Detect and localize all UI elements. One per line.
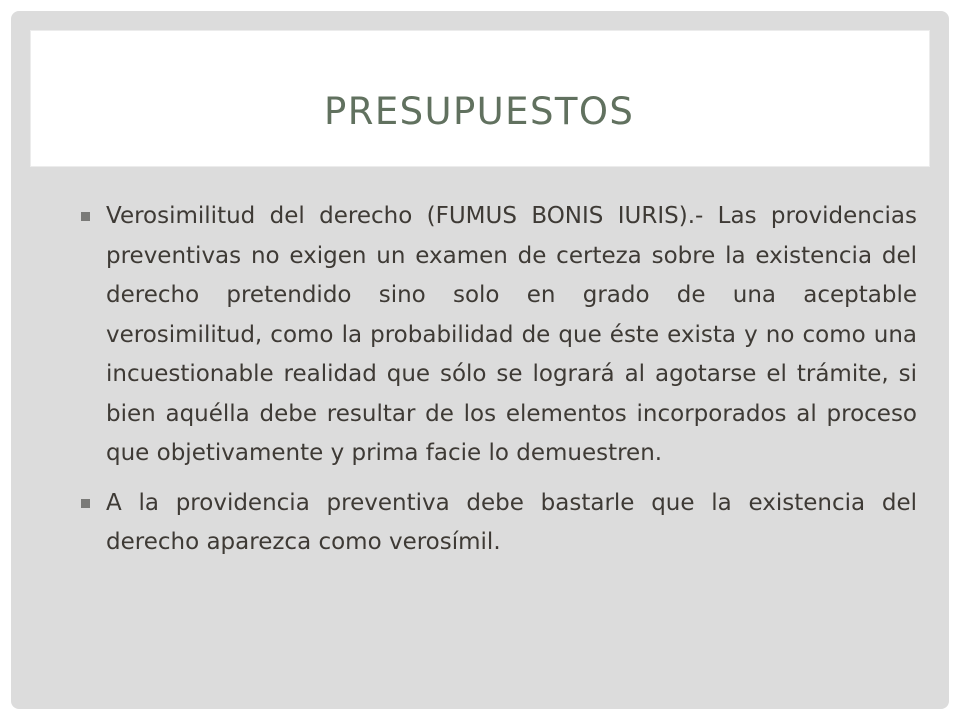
title-box bbox=[30, 30, 930, 167]
bullet-item bbox=[79, 197, 917, 474]
square-bullet-icon bbox=[81, 499, 90, 508]
slide bbox=[11, 11, 949, 709]
slide-title: PRESUPUESTOS bbox=[324, 90, 635, 133]
square-bullet-icon bbox=[81, 212, 90, 221]
bullet-text: Verosimilitud del derecho (FUMUS BONIS IURIS).- Las providencias preventivas no exigen un examen de certeza sobre la existencia del derecho pretendido sino solo en grado de una aceptable verosimilitud, como la probabilidad de que éste exista y no como una incuestionable realidad que sólo se logrará al agotarse el trámite, si bien aquélla debe resultar de los elementos incorporados al proceso que objetivamente y prima facie lo demuestren. bbox=[106, 203, 917, 466]
bullet-text: A la providencia preventiva debe bastarle que la existencia del derecho aparezca como verosímil. bbox=[106, 489, 917, 555]
bullet-item bbox=[79, 484, 917, 563]
slide-body bbox=[79, 197, 917, 573]
